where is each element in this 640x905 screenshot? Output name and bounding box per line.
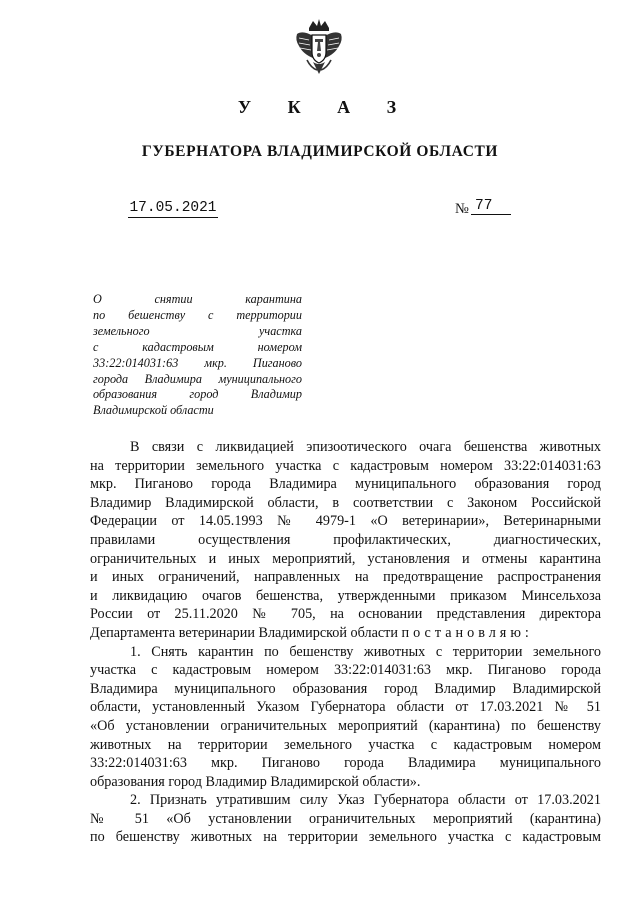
preamble-last-line [90,624,601,643]
document-title: У К А З [237,97,413,117]
item-2-line: № 51 «Об установлении ограничительных мероприятий (карантина) [90,810,601,827]
item-1-line: участка с кадастровым номером 33:22:014031:63 мкр. Пиганово города [90,662,601,679]
subject-line: с кадастровым номером [93,339,302,354]
subject-line: 33:22:014031:63 мкр. Пиганово [93,355,302,370]
number-sign: № [455,201,469,217]
preamble-line: Владимир Владимирской области, в соответствии с Законом Российской [90,494,601,511]
item-1-line: образования город Владимир Владимирской области». [90,773,421,790]
preamble-line: правилами осуществления профилактических, диагностических, [90,531,601,548]
preamble-line: и ликвидацию очагов бешенства, утвержденными приказом Минсельхоза [90,587,601,604]
preamble-line: мкр. Пиганово города Владимира муниципального образования город [90,476,601,493]
document-subtitle: ГУБЕРНАТОРА ВЛАДИМИРСКОЙ ОБЛАСТИ [141,143,499,160]
subject-line: земельного участка [93,323,302,338]
item-1-line: 1. Снять карантин по бешенству животных с территории земельного [130,643,601,660]
preamble-line: на территории земельного участка с кадастровым номером 33:22:014031:63 [90,457,601,474]
item-1-line: 33:22:014031:63 мкр. Пиганово города Владимира муниципального [90,755,601,772]
item-1-line: области, установленный Указом Губернатора области от 17.03.2021 № 51 [90,699,601,716]
coat-of-arms-icon [293,18,345,76]
subject-line: города Владимира муниципального [93,371,302,386]
decree-body [90,438,601,847]
preamble-last-text: Департамента ветеринарии Владимирской области [90,624,398,641]
item-1-line: животных на территории земельного участка с кадастровым номером [90,736,601,753]
item-2-line: по бешенству животных на территории земельного участка с кадастровым [90,829,601,846]
subject-line: по бешенству с территории [93,307,302,322]
document-date: 17.05.2021 [129,200,217,216]
decree-subject [93,292,302,419]
item-1-line: Владимира муниципального образования город Владимир Владимирской [90,680,601,697]
item-2-line: 2. Признать утратившим силу Указ Губернатора области от 17.03.2021 [130,792,601,809]
preamble-line: В связи с ликвидацией эпизоотического очага бешенства животных [130,439,601,455]
decree-word: постановляю: [401,624,533,641]
subject-line: Владимирской области [93,403,214,418]
item-1-line: «Об установлении ограничительных мероприятий (карантина) по бешенству [90,717,601,734]
subject-line: О снятии карантина [93,292,302,306]
subject-line: образования город Владимир [93,387,302,402]
preamble-line: ограничительных и иных мероприятий, установления и отмены карантина [90,550,601,567]
preamble-line: и иных ограничений, направленных на предотвращение распространения [90,569,601,586]
preamble-line: России от 25.11.2020 № 705, на основании представления директора [90,606,601,623]
document-number: 77 [471,198,511,215]
preamble-line: Федерации от 14.05.1993 № 4979-1 «О ветеринарии», Ветеринарными [90,513,601,530]
